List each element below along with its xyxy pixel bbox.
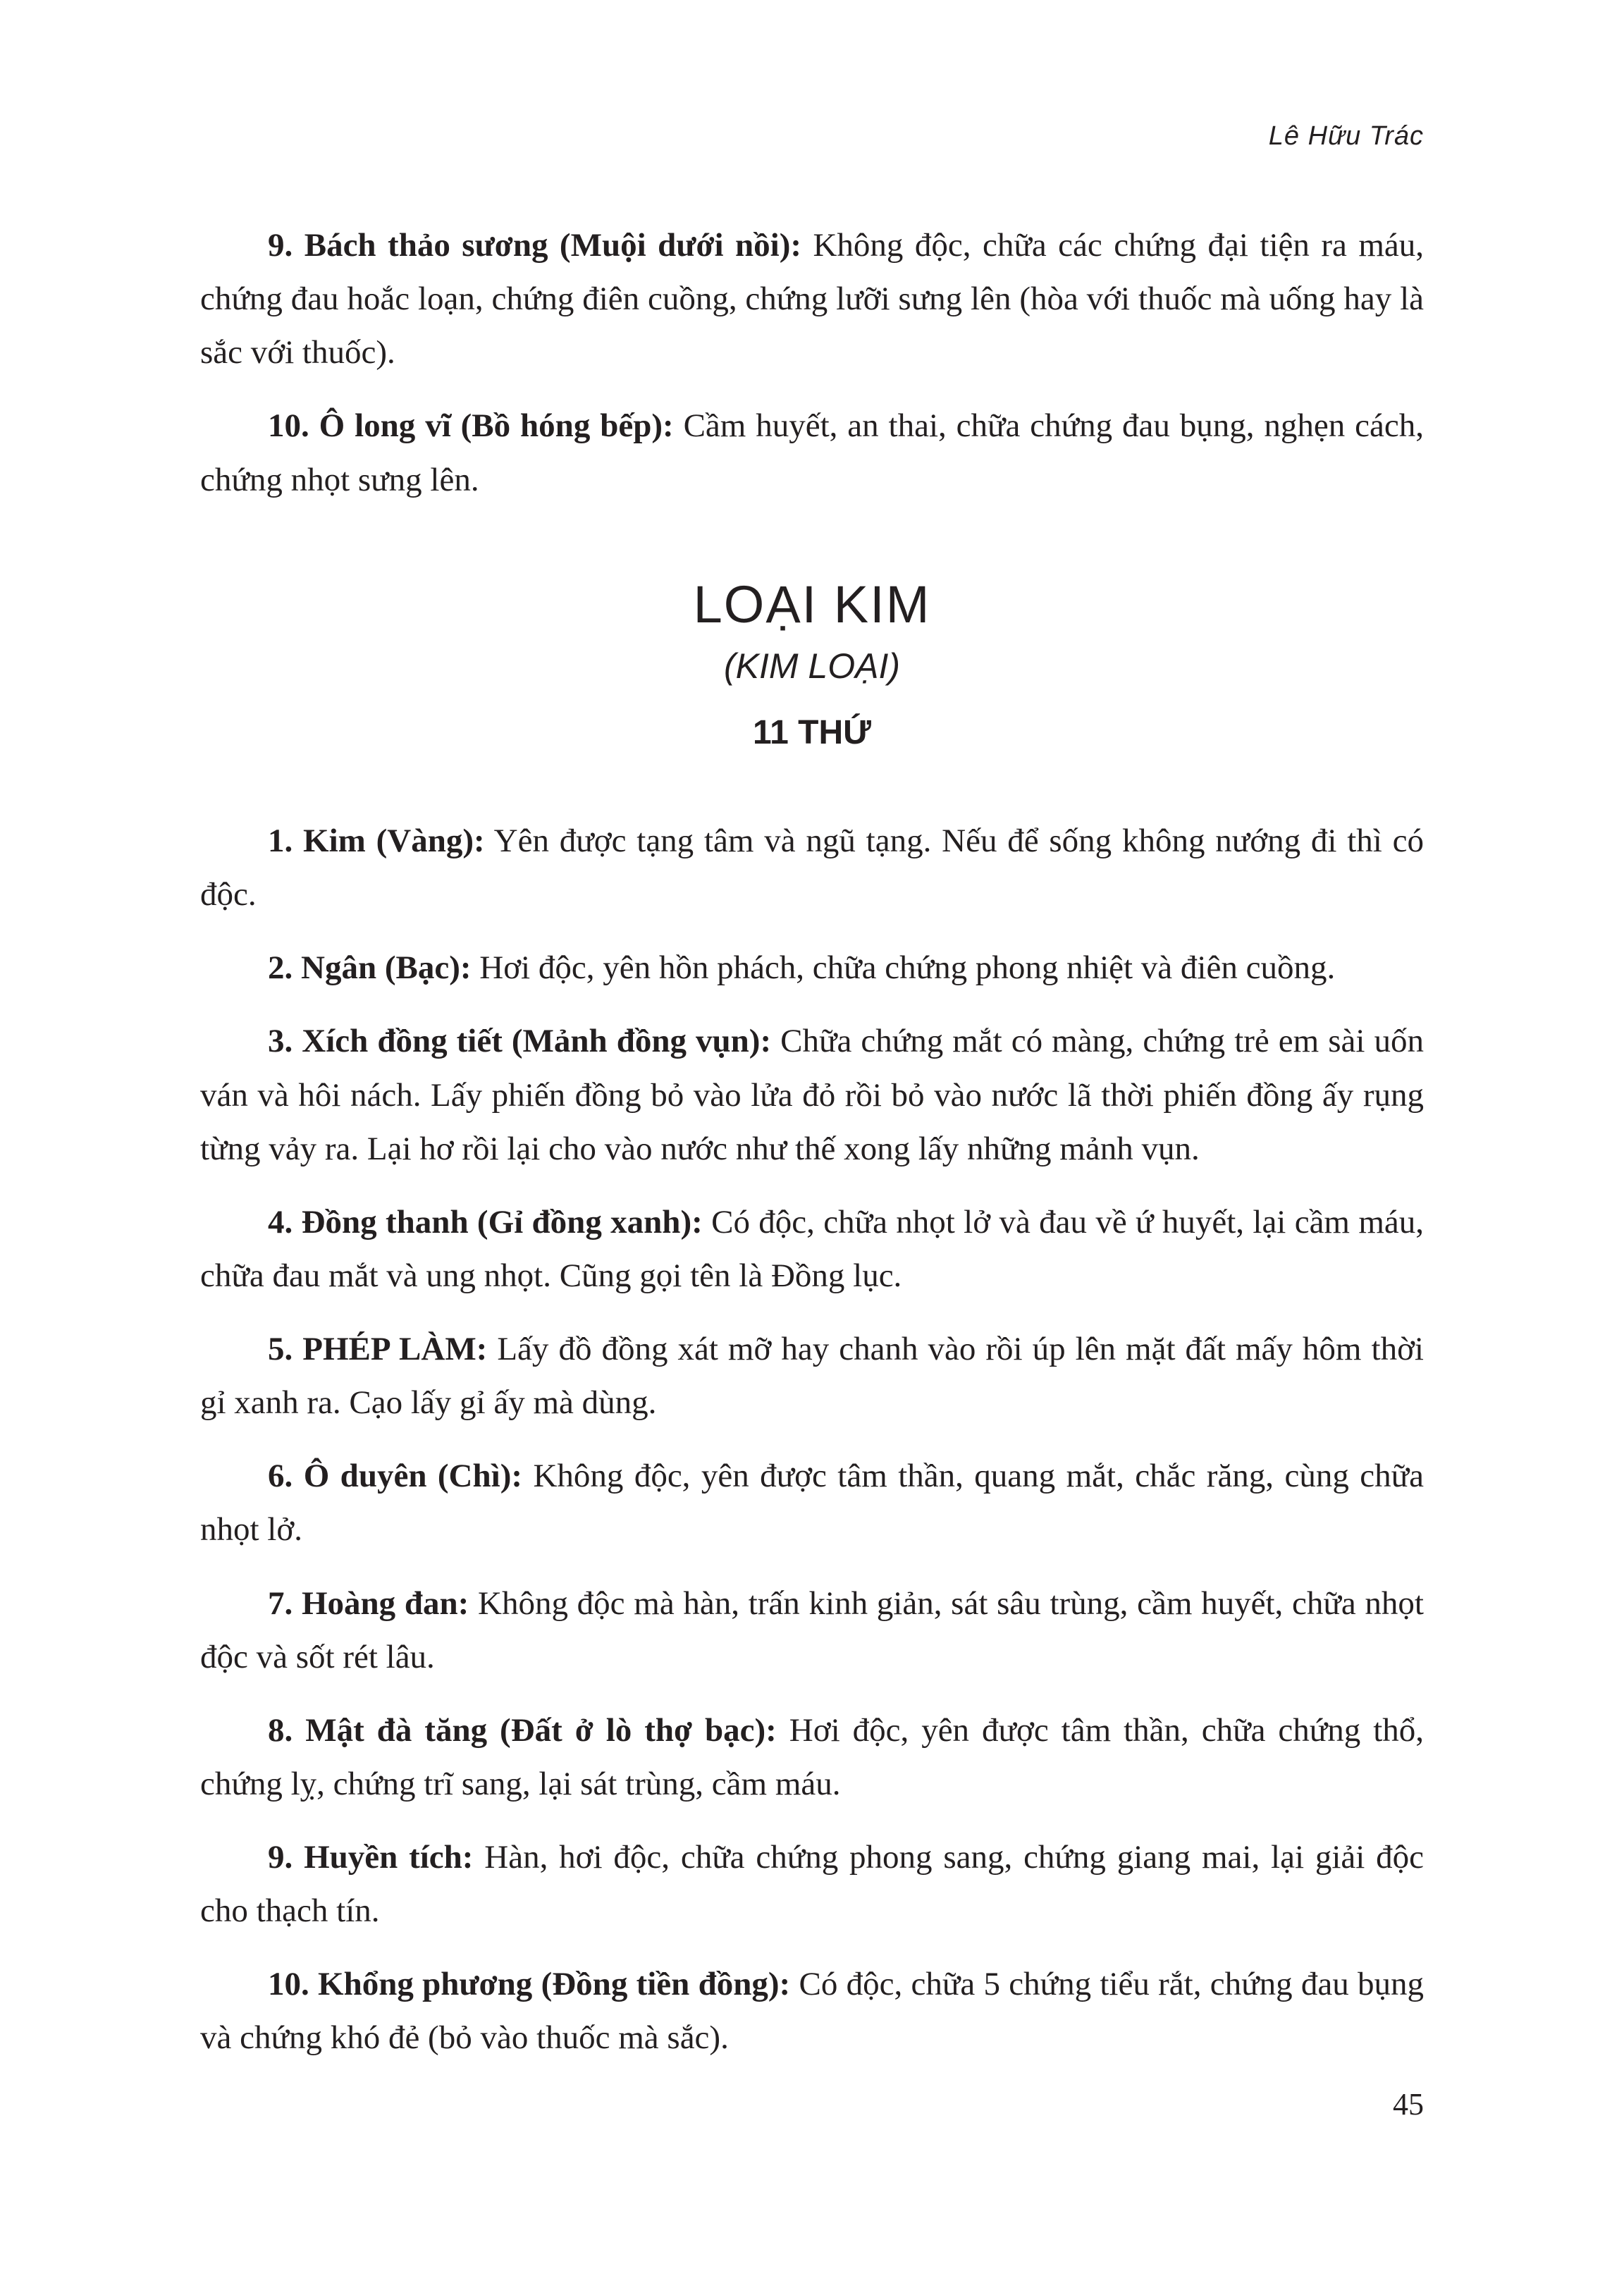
entry-text: Không độc, yên được tâm thần, quang mắt, chắc răng, cùng chữa nhọt lở. xyxy=(200,1458,1424,1549)
entry-term: 5. PHÉP LÀM: xyxy=(268,1331,488,1367)
page-number: 45 xyxy=(1393,2087,1424,2122)
entry-dong-thanh xyxy=(200,1195,1424,1303)
entry-phep-lam xyxy=(200,1322,1424,1429)
entry-term: 10. Ô long vĩ (Bồ hóng bếp): xyxy=(268,407,674,445)
entry-xich-dong-tiet xyxy=(200,1014,1424,1175)
entry-ngan xyxy=(200,941,1424,995)
entry-kim xyxy=(200,814,1424,921)
entry-term: 8. Mật đà tăng (Đất ở lò thợ bạc): xyxy=(268,1711,777,1749)
entry-term: 7. Hoàng đan: xyxy=(268,1584,469,1622)
entry-term: 2. Ngân (Bạc): xyxy=(268,949,472,987)
section-title: LOẠI KIM xyxy=(693,575,931,634)
entry-term: 1. Kim (Vàng): xyxy=(268,823,485,859)
entry-mat-da-tang xyxy=(200,1704,1424,1811)
section-subtitle: (KIM LOẠI) xyxy=(723,646,901,686)
entry-text: Cầm huyết, an thai, chữa chứng đau bụng, nghẹn cách, chứng nhọt sưng lên. xyxy=(200,407,1424,498)
entry-text: Yên được tạng tâm và ngũ tạng. Nếu để sống không nướng đi thì có độc. xyxy=(200,823,1424,913)
entry-text: Lấy đồ đồng xát mỡ hay chanh vào rồi úp lên mặt đất mấy hôm thời gỉ xanh ra. Cạo lấy gỉ ấy mà dùng. xyxy=(200,1331,1424,1422)
entry-text: Hơi độc, yên được tâm thần, chữa chứng thổ, chứng lỵ, chứng trĩ sang, lại sát trùng, cầm máu. xyxy=(200,1711,1425,1802)
entry-term: 9. Huyền tích: xyxy=(268,1839,474,1876)
entry-term: 10. Khổng phương (Đồng tiền đồng): xyxy=(268,1966,791,2003)
entries-top xyxy=(200,218,1424,507)
entry-text: Có độc, chữa 5 chứng tiểu rắt, chứng đau bụng và chứng khó đẻ (bỏ vào thuốc mà sắc). xyxy=(200,1966,1425,2057)
entry-text: Hơi độc, yên hồn phách, chữa chứng phong nhiệt và điên cuồng. xyxy=(471,949,1336,987)
entry-huyen-tich xyxy=(200,1830,1424,1938)
running-head-author: Lê Hữu Trác xyxy=(1268,121,1424,151)
entry-o-long-vi xyxy=(200,399,1424,506)
entry-term: 4. Đồng thanh (Gỉ đồng xanh): xyxy=(268,1203,703,1241)
entry-term: 3. Xích đồng tiết (Mảnh đồng vụn): xyxy=(268,1023,772,1060)
entry-o-duyen xyxy=(200,1449,1424,1556)
entries-kim-loai xyxy=(200,814,1424,2065)
entry-term: 6. Ô duyên (Chì): xyxy=(268,1458,522,1495)
section-count: 11 THỨ xyxy=(753,714,871,751)
entry-khong-phuong xyxy=(200,1957,1424,2064)
entry-term: 9. Bách thảo sương (Muội dưới nồi): xyxy=(268,227,802,264)
entry-text: Có độc, chữa nhọt lở và đau về ứ huyết, lại cầm máu, chữa đau mắt và ung nhọt. Cũng gọi tên là Đồng lục. xyxy=(200,1203,1424,1294)
entry-text: Chữa chứng mắt có màng, chứng trẻ em sài uốn ván và hôi nách. Lấy phiến đồng bỏ vào lửa đỏ rồi bỏ vào nước lã thời phiến đồng ấy rụng từng vảy ra. Lại hơ rồi lại cho vào nước như thế xong lấy những mảnh vụn. xyxy=(200,1023,1424,1167)
entry-text: Không độc, chữa các chứng đại tiện ra máu, chứng đau hoắc loạn, chứng điên cuồng, chứng lưỡi sưng lên (hòa với thuốc mà uống hay là sắc với thuốc). xyxy=(200,227,1424,371)
entry-hoang-dan xyxy=(200,1577,1424,1684)
entry-bach-thao-suong xyxy=(200,218,1424,379)
entry-text: Không độc mà hàn, trấn kinh giản, sát sâu trùng, cầm huyết, chữa nhọt độc và sốt rét lâu. xyxy=(200,1584,1424,1675)
entry-text: Hàn, hơi độc, chữa chứng phong sang, chứng giang mai, lại giải độc cho thạch tín. xyxy=(200,1839,1424,1930)
